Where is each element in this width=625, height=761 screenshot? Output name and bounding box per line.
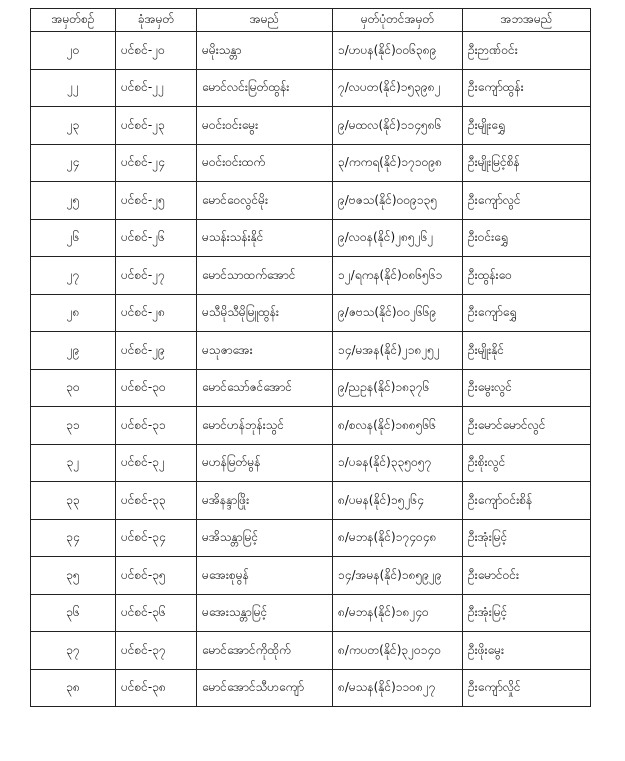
name-cell: မဝင်းဝင်းထက် <box>197 144 333 182</box>
table-row <box>31 369 591 407</box>
table-row <box>31 519 591 557</box>
father-name-cell: ဦးမောင်ဝင်း <box>463 557 591 595</box>
nrc-cell: ၈/စလန(နိုင်)၁၈၈၅၆၆ <box>333 407 463 445</box>
seat-no-cell: ပင်စင်-၂၄ <box>116 144 197 182</box>
serial-no-cell: ၂၉ <box>31 332 116 370</box>
father-name-cell: ဦးစိုးလွင် <box>463 444 591 482</box>
seat-no-cell: ပင်စင်-၂၃ <box>116 107 197 145</box>
serial-no-cell: ၂၃ <box>31 107 116 145</box>
table-body <box>31 32 591 707</box>
serial-no-cell: ၂၈ <box>31 294 116 332</box>
header-father-name: အဘအမည် <box>463 9 591 32</box>
nrc-cell: ၉/ညဥန(နိုင်)၁၈၃၇၆ <box>333 369 463 407</box>
table-row <box>31 632 591 670</box>
table-header <box>31 9 591 32</box>
nrc-cell: ၈/ပမန(နိုင်)၁၅၂၆၄ <box>333 482 463 520</box>
name-cell: မအိသန္တာမြင့် <box>197 519 333 557</box>
table-row <box>31 594 591 632</box>
father-name-cell: ဦးဖိုးမွေး <box>463 632 591 670</box>
header-nrc: မှတ်ပုံတင်အမှတ် <box>333 9 463 32</box>
nrc-cell: ၈/ကပတ(နိုင်)၃၂၀၁၄၀ <box>333 632 463 670</box>
serial-no-cell: ၃၂ <box>31 444 116 482</box>
table-row <box>31 557 591 595</box>
table-row <box>31 144 591 182</box>
table-row <box>31 444 591 482</box>
table-row <box>31 32 591 70</box>
father-name-cell: ဦးဉာဏ်ဝင်း <box>463 32 591 70</box>
table-row <box>31 219 591 257</box>
name-cell: မမိုးသန္တာ <box>197 32 333 70</box>
father-name-cell: ဦးမျိုးမြင့်စိန် <box>463 144 591 182</box>
father-name-cell: ဦးကျော်လွင် <box>463 182 591 220</box>
seat-no-cell: ပင်စင်-၂၀ <box>116 32 197 70</box>
serial-no-cell: ၃၆ <box>31 594 116 632</box>
name-cell: မောင်သော်ဇင်အောင် <box>197 369 333 407</box>
serial-no-cell: ၃၄ <box>31 519 116 557</box>
serial-no-cell: ၃၇ <box>31 632 116 670</box>
nrc-cell: ၁၂/ရကန(နိုင်)၀၈၆၅၆၁ <box>333 257 463 295</box>
serial-no-cell: ၃၈ <box>31 669 116 707</box>
serial-no-cell: ၂၄ <box>31 144 116 182</box>
name-cell: မအေးစုမွန် <box>197 557 333 595</box>
seat-no-cell: ပင်စင်-၂၉ <box>116 332 197 370</box>
seat-no-cell: ပင်စင်-၃၄ <box>116 519 197 557</box>
header-name: အမည် <box>197 9 333 32</box>
father-name-cell: ဦးကျော်ထွန်း <box>463 69 591 107</box>
father-name-cell: ဦးကျော်ရွှေ <box>463 294 591 332</box>
serial-no-cell: ၃၃ <box>31 482 116 520</box>
table-row <box>31 332 591 370</box>
name-cell: မောင်ဝေလွင်မိုး <box>197 182 333 220</box>
serial-no-cell: ၂၆ <box>31 219 116 257</box>
father-name-cell: ဦးမွေးလွင် <box>463 369 591 407</box>
name-cell: မောင်အောင်ကိုထိုက် <box>197 632 333 670</box>
seat-no-cell: ပင်စင်-၃၅ <box>116 557 197 595</box>
serial-no-cell: ၂၀ <box>31 32 116 70</box>
serial-no-cell: ၃၅ <box>31 557 116 595</box>
father-name-cell: ဦးထွန်းဝေ <box>463 257 591 295</box>
name-cell: မဟန်မြတ်မွန် <box>197 444 333 482</box>
name-cell: မောင်ဟန်ဘုန်းသွင် <box>197 407 333 445</box>
seat-no-cell: ပင်စင်-၂၅ <box>116 182 197 220</box>
nrc-cell: ၈/မသန(နိုင်)၁၁၀၈၂၇ <box>333 669 463 707</box>
name-cell: မောင်အောင်သီဟကျော် <box>197 669 333 707</box>
nrc-cell: ၉/လဝန(နိုင်)၂၈၅၂၆၂ <box>333 219 463 257</box>
table-row <box>31 182 591 220</box>
table-row <box>31 294 591 332</box>
name-cell: မအေးသန္တာမြင့် <box>197 594 333 632</box>
seat-no-cell: ပင်စင်-၃၃ <box>116 482 197 520</box>
name-cell: မောင်လင်းမြတ်ထွန်း <box>197 69 333 107</box>
nrc-cell: ၃/ကကရ(နိုင်)၁၇၁၀၉၈ <box>333 144 463 182</box>
seat-no-cell: ပင်စင်-၃၁ <box>116 407 197 445</box>
name-cell: မအိနန္ဒာဖြိုး <box>197 482 333 520</box>
nrc-cell: ၁/ဟပန(နိုင်)၀၀၆၃၈၉ <box>333 32 463 70</box>
name-cell: မသုဇာအေး <box>197 332 333 370</box>
seat-no-cell: ပင်စင်-၂၇ <box>116 257 197 295</box>
father-name-cell: ဦးအုံးမြင့် <box>463 594 591 632</box>
serial-no-cell: ၃၁ <box>31 407 116 445</box>
father-name-cell: ဦးမျိုးနိုင် <box>463 332 591 370</box>
table-row <box>31 107 591 145</box>
table-row <box>31 482 591 520</box>
serial-no-cell: ၂၅ <box>31 182 116 220</box>
seat-no-cell: ပင်စင်-၃၆ <box>116 594 197 632</box>
seat-no-cell: ပင်စင်-၂၂ <box>116 69 197 107</box>
nrc-cell: ၈/မဘန(နိုင်)၁၈၂၄၀ <box>333 594 463 632</box>
table-row <box>31 669 591 707</box>
father-name-cell: ဦးအုံးမြင့် <box>463 519 591 557</box>
header-serial-no: အမှတ်စဉ် <box>31 9 116 32</box>
serial-no-cell: ၂၇ <box>31 257 116 295</box>
name-cell: မသီမိုသီမိုမြူထွန်း <box>197 294 333 332</box>
seat-no-cell: ပင်စင်-၃၈ <box>116 669 197 707</box>
name-cell: မသန်းသန်းနိုင် <box>197 219 333 257</box>
table-row <box>31 257 591 295</box>
name-cell: မောင်သာထက်အောင် <box>197 257 333 295</box>
nrc-cell: ၈/မဘန(နိုင်)၁၇၄၀၄၈ <box>333 519 463 557</box>
serial-no-cell: ၂၂ <box>31 69 116 107</box>
father-name-cell: ဦးကျော်လှိုင် <box>463 669 591 707</box>
header-seat-no: ခုံအမှတ် <box>116 9 197 32</box>
header-row <box>31 9 591 32</box>
nrc-cell: ၁/ပခန(နိုင်)၃၃၅၀၅၇ <box>333 444 463 482</box>
father-name-cell: ဦးဝင်းရွှေ <box>463 219 591 257</box>
seat-no-cell: ပင်စင်-၃၂ <box>116 444 197 482</box>
student-list-table <box>30 8 591 707</box>
serial-no-cell: ၃၀ <box>31 369 116 407</box>
nrc-cell: ၉/ဗဇသ(နိုင်)၀၀၉၁၃၅ <box>333 182 463 220</box>
seat-no-cell: ပင်စင်-၃၀ <box>116 369 197 407</box>
father-name-cell: ဦးမျိုးရွှေ <box>463 107 591 145</box>
seat-no-cell: ပင်စင်-၂၈ <box>116 294 197 332</box>
seat-no-cell: ပင်စင်-၃၇ <box>116 632 197 670</box>
father-name-cell: ဦးကျော်ဝင်းစိန် <box>463 482 591 520</box>
table-row <box>31 69 591 107</box>
nrc-cell: ၉/ဇဗသ(နိုင်)၀၀၂၆၆၉ <box>333 294 463 332</box>
nrc-cell: ၁၄/မအန(နိုင်)၂၁၈၂၅၂ <box>333 332 463 370</box>
table-row <box>31 407 591 445</box>
name-cell: မဝင်းဝင်းမွေး <box>197 107 333 145</box>
nrc-cell: ၁၄/အမန(နိုင်)၁၈၅၉၂၉ <box>333 557 463 595</box>
nrc-cell: ၇/လပတ(နိုင်)၁၅၃၉၈၂ <box>333 69 463 107</box>
nrc-cell: ၉/မထလ(နိုင်)၁၁၄၅၈၆ <box>333 107 463 145</box>
seat-no-cell: ပင်စင်-၂၆ <box>116 219 197 257</box>
father-name-cell: ဦးမောင်မောင်လွင် <box>463 407 591 445</box>
